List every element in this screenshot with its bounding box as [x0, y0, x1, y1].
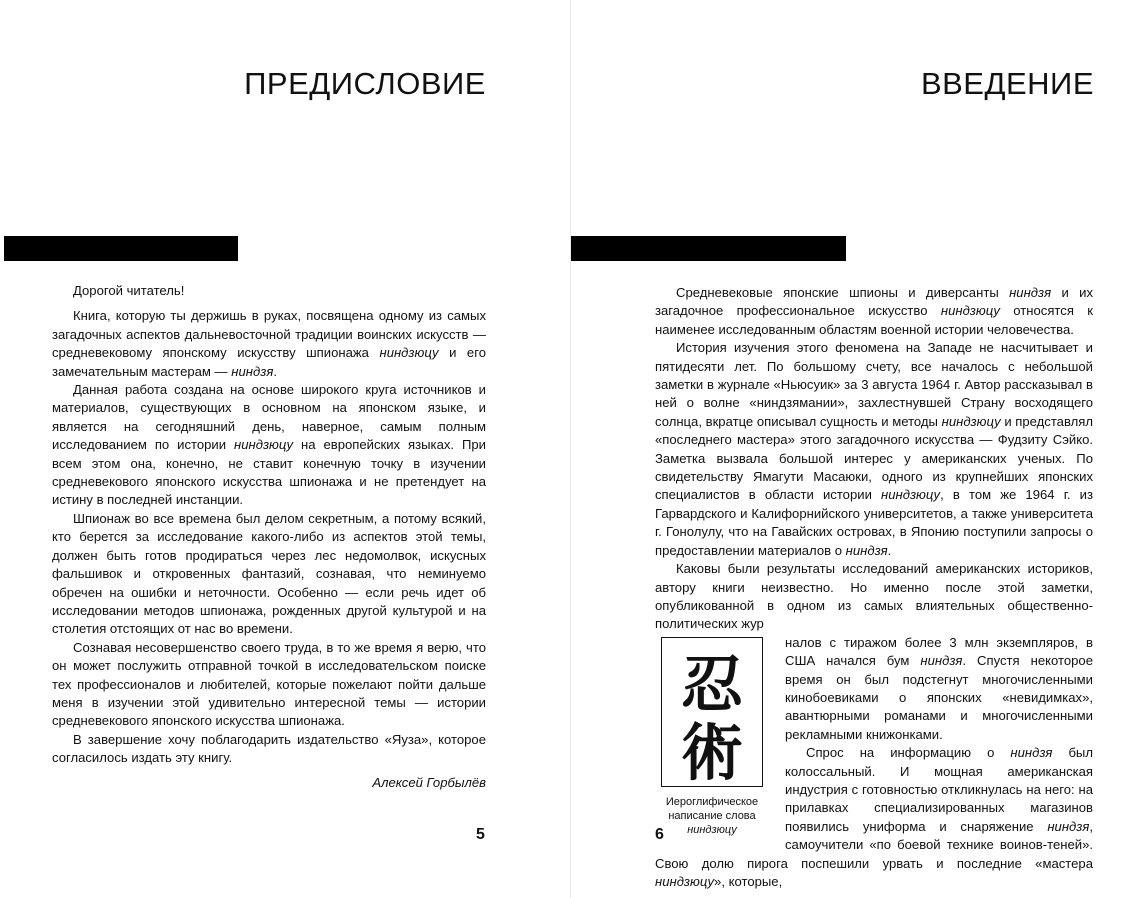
paragraph: В завершение хочу поблагодарить издательство «Яуза», которое согласилось издать эту книгу. — [52, 731, 486, 766]
kanji-frame — [661, 637, 763, 787]
italic-term: ниндзя — [920, 653, 963, 669]
paragraph: Шпионаж во все времена был делом секретным, а потому всякий, кто берется за исследование какого-либо из аспектов этой темы, должен быть готов продираться через лес недомолвок, искусных фальшивок и откровенных фантазий, сознавая, что неминуемо обречен на ошибки и неточности. Особенно — если речь идет об исследовании методов шпионажа, рожденных другой культурой и на столетия отстоящих от нас во времени. — [52, 510, 486, 637]
caption-line: написание слова — [668, 809, 756, 822]
paragraph: Спрос на информацию о ниндзя был колоссальный. И мощная американская индустрия с готовностью откликнулась на него: на прилавках специализированных магазинов появились униформа и снаряжение ниндзя, самоучители «по боевой технике воинов-теней». Свою долю пирога поспешили урвать и последние «мастера ниндзюцу», которые, — [655, 745, 1093, 889]
right-page — [571, 0, 1146, 898]
italic-term: ниндзюцу — [941, 413, 1001, 429]
italic-term: ниндзюцу — [379, 345, 439, 361]
italic-term: ниндзя — [1009, 285, 1052, 300]
left-page — [0, 0, 570, 898]
kanji-glyph: 忍 — [680, 647, 744, 721]
paragraph: Средневековые японские шпионы и диверсанты ниндзя и их загадочное профессиональное искусство ниндзюцу относятся к наименее исследованным областям военной истории человечества. — [655, 285, 1094, 337]
italic-term: ниндзюцу — [234, 437, 294, 453]
paragraph: История изучения этого феномена на Западе не насчитывает и пятидесяти лет. По большому счету, все началось с небольшой заметки в журнале «Ньюсуик» за 3 августа 1964 г. Автор рассказывал в ней о волне «ниндзямании», захлестнувшей Страну восходящего солнца, вкратце описывал сущность и методы ниндзюцу и представлял «последнего мастера» этого загадочного искусства — Фудзиту Сэйко. Заметка вызвала большой интерес у американских ученых. По свидетельству Ямагути Масаюки, одного из крупнейших японских специалистов в области истории ниндзюцу, в том же 1964 г. из Гарвардского и Калифорнийского университетов, а также университета г. Гонолулу, что на Гавайских островах, в Японию поступили запросы о предоставлении материалов о ниндзя. — [655, 340, 1093, 558]
kanji-glyph: 術 — [680, 715, 744, 786]
italic-term: ниндзюцу — [655, 874, 715, 889]
body-text — [52, 282, 486, 792]
caption-line: Иероглифическое — [665, 795, 759, 808]
page-title: ПРЕДИСЛОВИЕ — [244, 66, 486, 101]
italic-term: ниндзюцу — [940, 303, 1000, 319]
paragraphs — [52, 307, 486, 767]
paragraph: Книга, которую ты держишь в руках, посвящена одному из самых загадочных аспектов дальневосточной традиции воинских искусств — средневековому японскому искусству шпионажа ниндзюцу и его замечательным мастерам — ниндзя. — [52, 308, 486, 379]
italic-term: ниндзя — [231, 363, 274, 379]
kanji-image — [662, 638, 762, 786]
paragraph: Данная работа создана на основе широкого круга источников и материалов, существующих в основном на японском языке, и является на сегодняшний день, наверное, самым полным исследованием по истории ниндзюцу на европейских языках. При всем этом она, конечно, не ставит конечную точку в изучении средневекового японского искусства шпионажа и не претендует на истину в последней инстанции. — [52, 382, 486, 508]
black-bar — [571, 236, 846, 261]
greeting: Дорогой читатель! — [73, 283, 185, 298]
italic-term: ниндзя — [845, 542, 888, 558]
caption-word: ниндзюцу — [687, 823, 737, 836]
kanji-figure — [655, 637, 769, 837]
signature: Алексей Горбылёв — [372, 774, 486, 790]
paragraph: Сознавая несовершенство своего труда, в то же время я верю, что он может послужить отправной точкой в исследовательском поиске тех профессионалов и любителей, которые пожелают пойти дальше меня в изучении этой удивительно интересной темы — истории средневекового японского искусства шпионажа. — [52, 639, 486, 729]
paragraphs — [655, 284, 1093, 560]
paragraph: Каковы были результаты исследований американских историков, автору книги неизвестно. Но именно после этой заметки, опубликованной в одном из самых влиятельных общественно-политических жур — [655, 561, 1093, 632]
page-title: ВВЕДЕНИЕ — [920, 66, 1094, 101]
paragraph: налов с тиражом более 3 млн экземпляров, в США начался бум ниндзя. Спустя некоторое время он был подстегнут многочисленными кинобоевиками о японских «невидимках», авантюрными романами и многочисленными рекламными книжонками. — [785, 634, 1093, 742]
page-number: 5 — [476, 826, 485, 843]
italic-term: ниндзюцу — [881, 487, 941, 503]
italic-term: ниндзя — [1010, 745, 1053, 761]
page-number: 6 — [655, 826, 664, 843]
body-text — [655, 284, 1093, 891]
figure-caption — [655, 795, 769, 837]
italic-term: ниндзя — [1047, 818, 1090, 834]
black-bar — [4, 236, 238, 261]
